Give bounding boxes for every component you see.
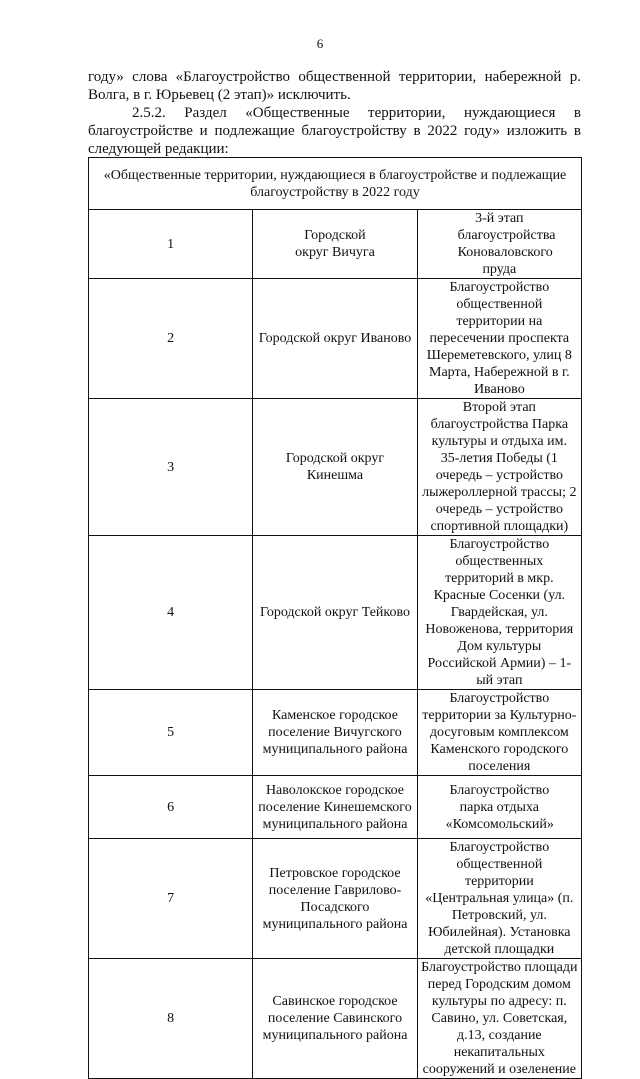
municipality-cell: Каменское городское поселение Вичугского муниципального района [253,690,417,776]
table-row [89,399,582,536]
row-number: 2 [89,279,253,399]
municipality-cell: Городской округ Кинешма [253,399,417,536]
project-cell: 3-й этап благоустройства Коноваловского пруда [417,210,581,279]
intro-paragraph-1: году» слова «Благоустройство общественной территории, набережной р. Волга, в г. Юрьевец (2 этап)» исключить. [88,69,581,103]
project-cell: Благоустройство общественной территории «Центральная улица» (п. Петровский, ул. Юбилейная). Установка детской площадки [417,839,581,959]
table-row [89,776,582,839]
municipality-cell: Петровское городское поселение Гаврилово-Посадского муниципального района [253,839,417,959]
project-cell: Благоустройство площади перед Городским домом культуры по адресу: п. Савино, ул. Советская, д.13, создание некапитальных сооружений и озеленение [417,959,581,1079]
intro-text [88,68,581,158]
territories-table [88,157,582,1079]
row-number: 1 [89,210,253,279]
row-number: 5 [89,690,253,776]
row-number: 7 [89,839,253,959]
project-cell: Второй этап благоустройства Парка культуры и отдыха им. 35-летия Победы (1 очередь – устройство лыжероллерной трассы; 2 очередь – устройство спортивной площадки) [417,399,581,536]
table-header: «Общественные территории, нуждающиеся в благоустройстве и подлежащие благоустройству в 2022 году [89,158,582,210]
table-row [89,279,582,399]
page-number: 6 [316,36,324,51]
intro-paragraph-2: 2.5.2. Раздел «Общественные территории, нуждающиеся в благоустройстве и подлежащие благоустройству в 2022 году» изложить в следующей редакции: [88,105,581,157]
table-row [89,690,582,776]
project-cell: Благоустройство территории за Культурно-досуговым комплексом Каменского городского поселения [417,690,581,776]
row-number: 3 [89,399,253,536]
table-row [89,839,582,959]
municipality-cell: Наволокское городское поселение Кинешемского муниципального района [253,776,417,839]
table-row [89,959,582,1079]
project-cell: Благоустройство парка отдыха «Комсомольский» [417,776,581,839]
municipality-cell: Городской округ Тейково [253,536,417,690]
row-number: 8 [89,959,253,1079]
table-row [89,536,582,690]
municipality-cell: Городской округ Иваново [253,279,417,399]
municipality-cell: Савинское городское поселение Савинского муниципального района [253,959,417,1079]
table-header-row [89,158,582,210]
project-cell: Благоустройство общественной территории на пересечении проспекта Шереметевского, улиц 8 Марта, Набережной в г. Иваново [417,279,581,399]
row-number: 6 [89,776,253,839]
municipality-cell: Городской округ Вичуга [253,210,417,279]
table-row [89,210,582,279]
row-number: 4 [89,536,253,690]
project-cell: Благоустройство общественных территорий в мкр. Красные Сосенки (ул. Гвардейская, ул. Новоженова, территория Дом культуры Российской Армии) – 1-ый этап [417,536,581,690]
